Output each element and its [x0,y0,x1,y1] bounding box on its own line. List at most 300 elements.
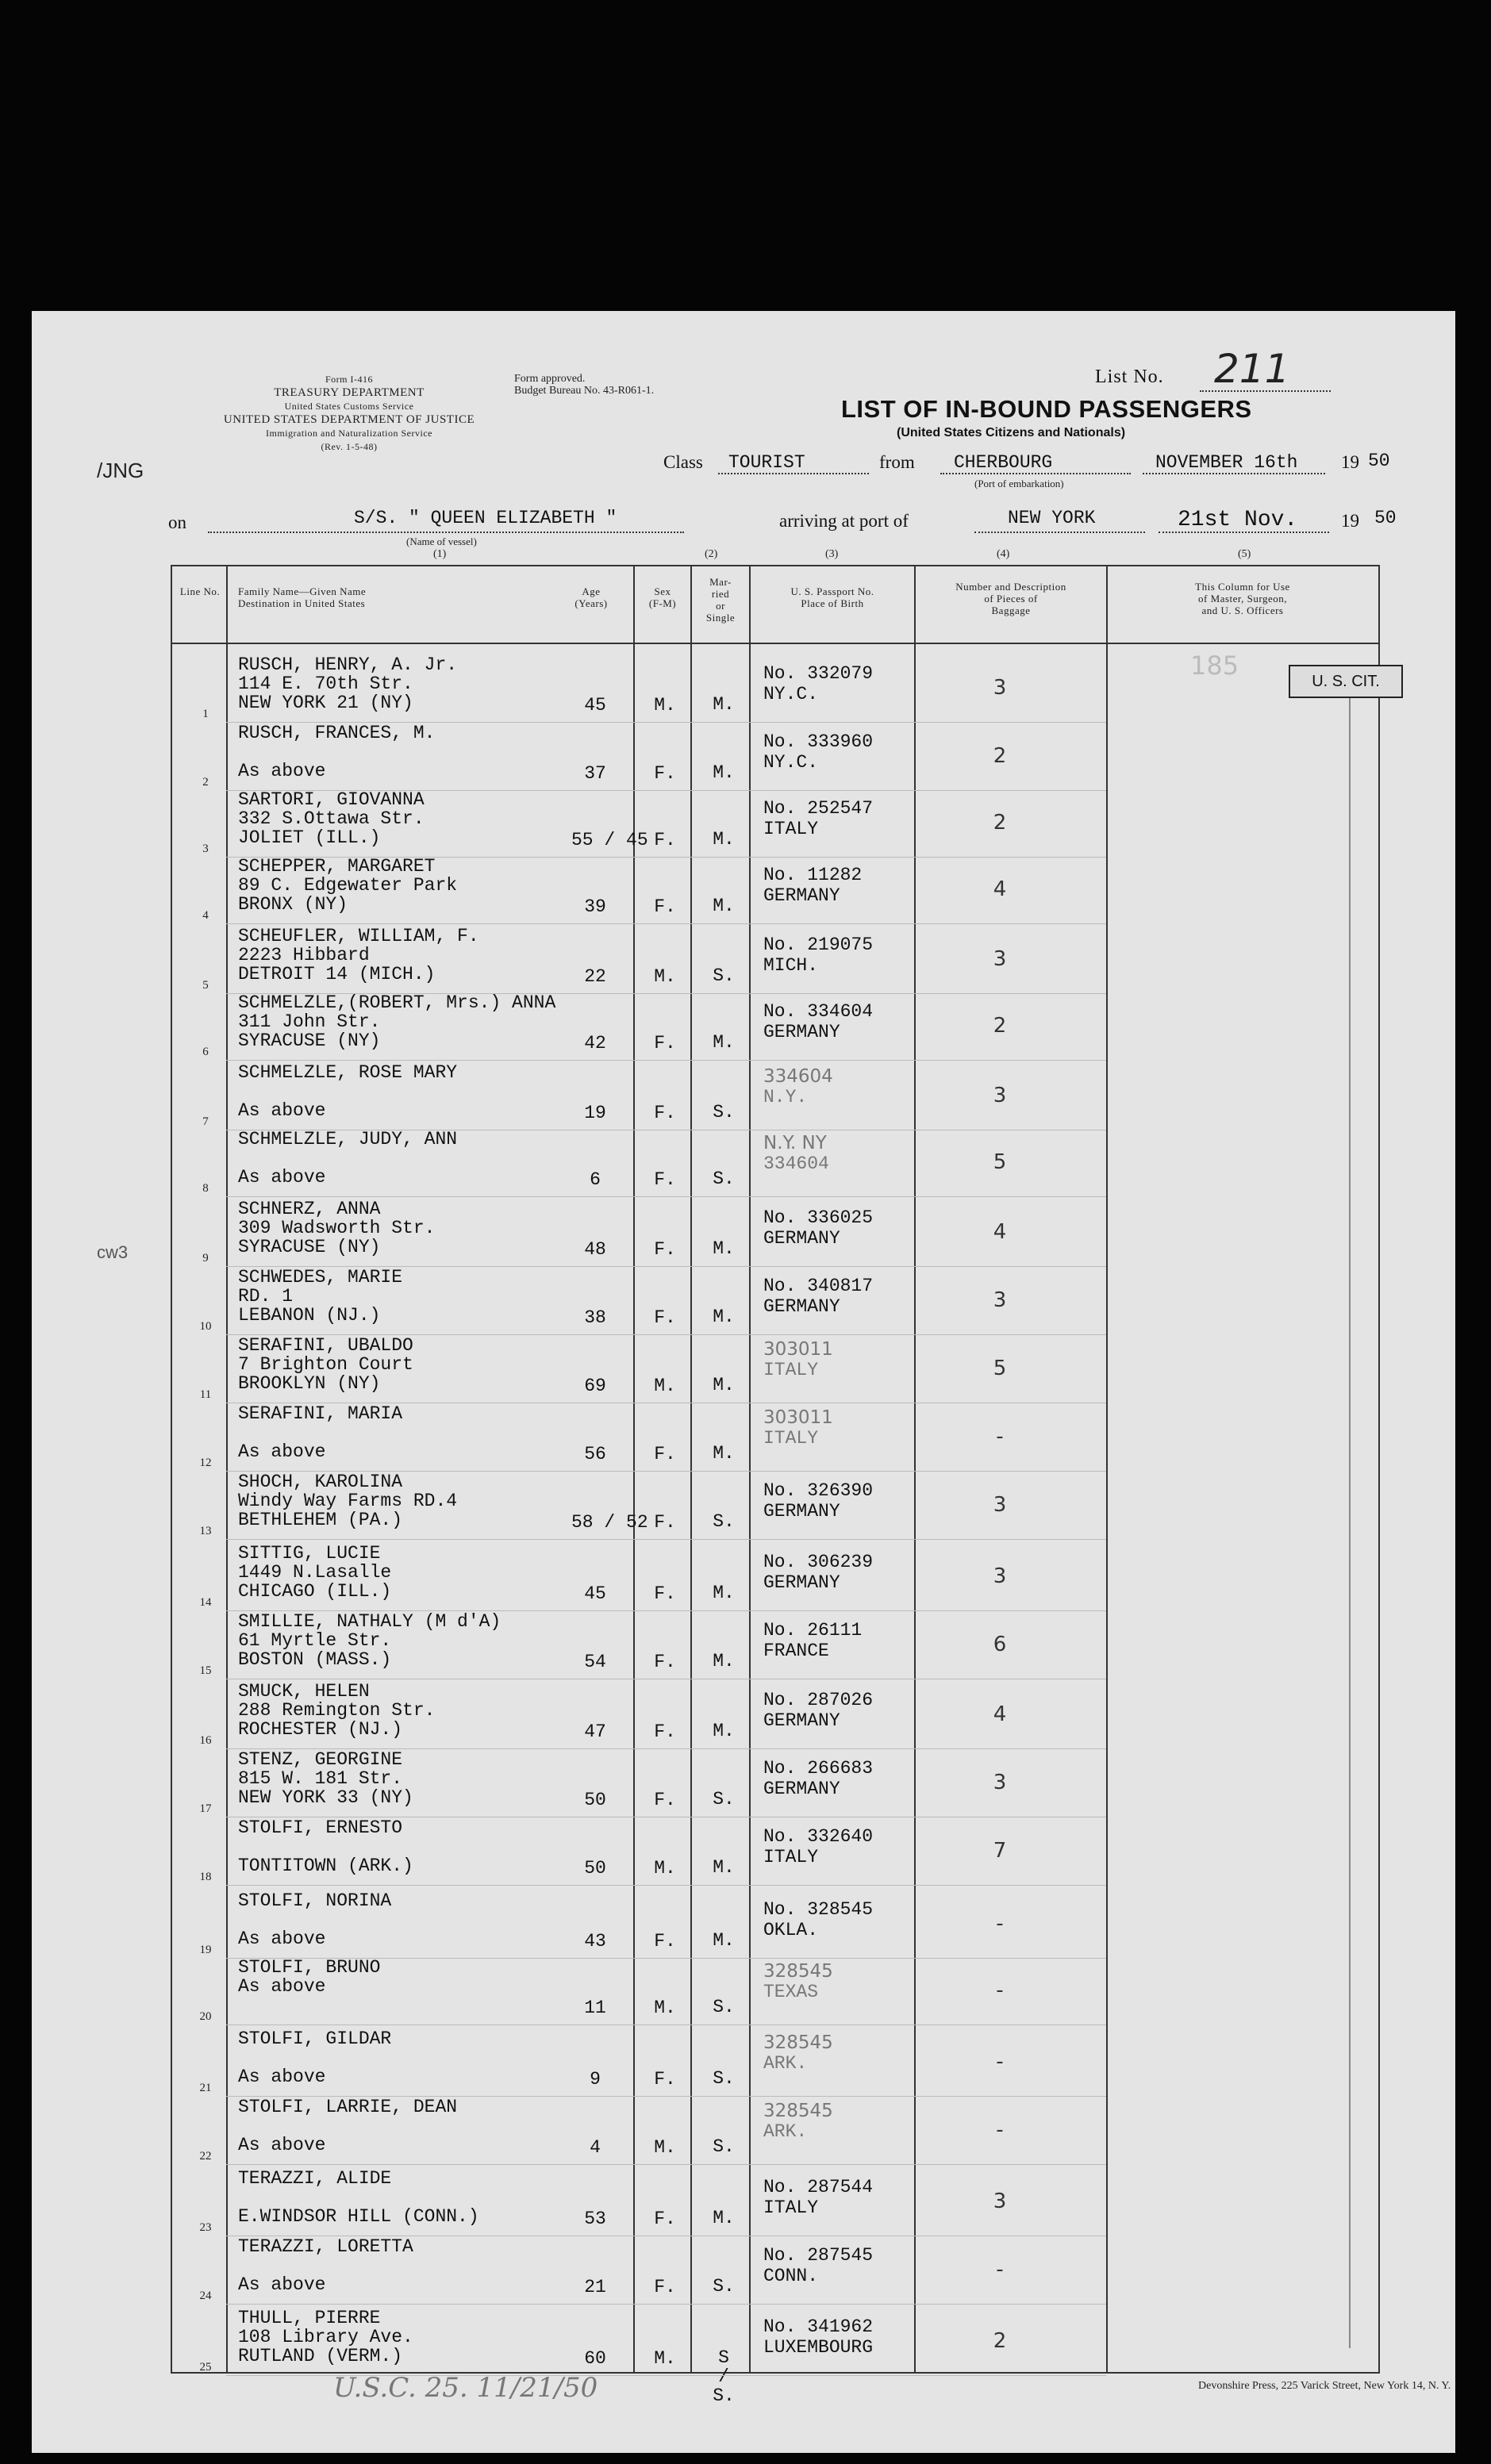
table-row [0,1404,1491,1471]
age-cell: 21 [584,2277,606,2297]
line-number: 9 [202,1252,209,1265]
printer-imprint: Devonshire Press, 225 Varick Street, New York 14, N. Y. [1198,2380,1451,2392]
baggage-count: 2 [993,744,1007,768]
baggage-count: - [996,1425,1004,1449]
passenger-name-cell [238,723,435,781]
table-row [0,1818,1491,1885]
age-cell: 56 [584,1444,606,1464]
sex-cell: M. [654,1858,676,1879]
vessel-name: S/S. " QUEEN ELIZABETH " [354,508,617,528]
passport-cell [763,1066,833,1107]
sex-cell: F. [654,1444,676,1464]
place-of-birth: OKLA. [763,1920,819,1940]
destination-line: As above [238,2274,326,2295]
baggage-count: - [996,2050,1004,2074]
baggage-count: - [996,2118,1004,2142]
destination-line [238,2188,479,2207]
destination-line [238,1149,457,1168]
destination-line: 332 S.Ottawa Str. [238,808,425,829]
passenger-name: SCHNERZ, ANNA [238,1199,381,1219]
passenger-name: STOLFI, BRUNO [238,1957,381,1978]
destination-line: As above [238,1929,326,1949]
passport-number: No. 333960 [763,731,874,752]
baggage-count: 3 [993,1288,1007,1312]
class-label: Class [663,452,703,472]
passenger-name: SCHMELZLE, JUDY, ANN [238,1129,458,1149]
line-number: 23 [199,2221,212,2234]
sex-cell: F. [654,1512,676,1533]
list-no-value: 211 [1214,346,1290,392]
arrival-year-prefix: 19 [1341,511,1359,531]
passenger-name-cell [238,1130,457,1187]
marital-status-cell: S. [713,2276,735,2297]
sex-cell: F. [654,1583,676,1604]
col-head-baggage: Number and Description of Pieces of Baggage [955,581,1066,616]
destination-line: 108 Library Ave. [238,2327,413,2347]
marital-status-cell: M. [713,1443,735,1464]
place-of-birth: ARK. [763,2121,808,2142]
destination-line: Windy Way Farms RD.4 [238,1491,458,1511]
destination-line: LEBANON (NJ.) [238,1305,381,1326]
row-rule [226,2304,1106,2305]
customs-service: United States Customs Service [284,401,414,412]
baggage-count: - [996,1912,1004,1936]
destination-line: 89 C. Edgewater Park [238,875,458,896]
passport-cell [763,2245,873,2286]
class-value: TOURIST [728,452,805,473]
table-row [0,1268,1491,1334]
destination-line: SYRACUSE (NY) [238,1031,381,1051]
passenger-name: STENZ, GEORGINE [238,1749,403,1770]
passenger-name: STOLFI, GILDAR [238,2028,392,2049]
table-row [0,790,1491,857]
destination-line: As above [238,761,326,781]
marital-status-cell: M. [713,1651,735,1671]
baggage-count: 2 [993,2329,1007,2353]
age-cell: 58 / 52 [571,1512,648,1533]
passenger-name: TERAZZI, LORETTA [238,2236,413,2257]
marital-status-cell: S. [713,1169,735,1189]
destination-line: As above [238,2135,326,2155]
age-cell: 47 [584,1721,606,1742]
baggage-count: - [996,1978,1004,2002]
arrival-port-dotline [974,532,1145,533]
destination-line: E.WINDSOR HILL (CONN.) [238,2206,479,2227]
place-of-birth: LUXEMBOURG [763,2337,874,2358]
passenger-name-cell [238,1336,413,1393]
sex-cell: F. [654,1169,676,1190]
table-row [0,2169,1491,2236]
passport-number: 303011 [763,1339,833,1360]
colnum-4: (4) [997,548,1010,560]
officer-number: 185 [1190,651,1239,681]
destination-line: 1449 N.Lasalle [238,1562,392,1583]
age-cell: 19 [584,1103,606,1123]
passport-number: No. 266683 [763,1758,874,1779]
passport-cell [763,1339,833,1380]
place-of-birth: ARK. [763,2053,808,2074]
passport-cell [763,1207,873,1249]
line-number: 24 [199,2289,212,2302]
passport-cell [763,731,873,773]
colnum-1: (1) [433,548,447,560]
place-of-birth: GERMANY [763,1022,840,1042]
passport-number: No. 332640 [763,1826,874,1847]
marital-status-cell: S. [713,965,735,986]
baggage-count: 5 [993,1150,1007,1174]
passport-number: No. 26111 [763,1620,863,1641]
sex-cell: M. [654,2348,676,2369]
baggage-count: 2 [993,1014,1007,1038]
destination-line: NEW YORK 21 (NY) [238,693,413,713]
marital-status-cell: M. [713,1583,735,1603]
destination-line: DETROIT 14 (MICH.) [238,964,436,984]
sex-cell: M. [654,966,676,987]
sex-cell: F. [654,2069,676,2090]
passport-cell [763,1961,833,2002]
sex-cell: F. [654,1239,676,1260]
arrival-date-dotline [1159,532,1329,533]
list-no-underline [1200,390,1331,392]
destination-line: BOSTON (MASS.) [238,1649,392,1670]
destination-line [238,1996,380,2015]
table-row [0,993,1491,1060]
place-of-birth: GERMANY [763,1296,840,1317]
line-number: 5 [202,979,209,992]
marital-status-cell: S. [713,1997,735,2017]
line-number: 18 [199,1871,212,1883]
sex-cell: M. [654,1376,676,1396]
baggage-count: - [996,2258,1004,2282]
age-cell: 55 / 45 [571,830,648,850]
place-of-birth: ITALY [763,1847,819,1867]
age-cell: 42 [584,1033,606,1054]
marital-status-cell: S. [713,1102,735,1123]
baggage-count: 6 [993,1633,1007,1656]
baggage-count: 3 [993,1084,1007,1107]
passenger-name: TERAZZI, ALIDE [238,2168,392,2189]
age-cell: 9 [590,2069,601,2090]
line-number: 14 [199,1596,212,1609]
place-of-birth: NY.C. [763,752,819,773]
baggage-count: 4 [993,1220,1007,1244]
destination-line: As above [238,1441,326,1462]
passenger-name-cell [238,2237,413,2294]
marital-status-cell: M. [713,1857,735,1878]
place-of-birth: NY.C. [763,684,819,704]
destination-line: 114 E. 70th Str. [238,674,413,694]
passenger-name: SERAFINI, MARIA [238,1403,403,1424]
table-row [0,1612,1491,1679]
sex-cell: M. [654,1998,676,2018]
age-cell: 48 [584,1239,606,1260]
document-title: LIST OF IN-BOUND PASSENGERS [841,395,1252,423]
destination-line: 2223 Hibbard [238,945,370,965]
destination-line: As above [238,2067,326,2087]
line-number: 22 [199,2150,212,2163]
table-row [0,1336,1491,1403]
sex-cell: F. [654,1931,676,1952]
destination-line: ROCHESTER (NJ.) [238,1719,403,1740]
passport-number: 328545 [763,2032,833,2053]
place-of-birth: ITALY [763,1428,819,1449]
class-dotline [718,473,869,474]
passport-cell [763,865,862,906]
passport-number: No. 336025 [763,1207,874,1228]
destination-line: RD. 1 [238,1286,294,1307]
passport-cell [763,1001,873,1042]
baggage-count: 3 [993,1493,1007,1517]
from-label: from [879,452,915,472]
passport-number: No. 11282 [763,865,863,885]
form-revision: (Rev. 1-5-48) [321,441,378,452]
destination-line [238,743,435,762]
age-cell: 50 [584,1858,606,1879]
marital-status-cell: M. [713,1032,735,1053]
baggage-count: 7 [993,1839,1007,1863]
form-approved-note [514,373,654,397]
row-rule [226,923,1106,924]
line-number: 1 [202,708,209,720]
col-head-passport: U. S. Passport No. Place of Birth [790,585,874,609]
arrival-date: 21st Nov. [1178,508,1298,532]
destination-line: SYRACUSE (NY) [238,1237,381,1257]
baggage-count: 3 [993,2190,1007,2213]
passport-cell [763,1552,873,1593]
marital-status-cell: M. [713,2208,735,2228]
vessel-dotline [208,532,684,533]
passport-number: No. 287026 [763,1690,874,1710]
passport-number: 303011 [763,1407,833,1428]
passport-number: No. 287545 [763,2245,874,2266]
table-row [0,2237,1491,2304]
age-cell: 53 [584,2209,606,2229]
destination-line: RUTLAND (VERM.) [238,2346,403,2366]
marital-status-cell: S / S. [713,2347,735,2406]
col-head-sex: Sex (F-M) [648,585,677,609]
passenger-name-cell [238,1682,435,1739]
budget-bureau-line: Budget Bureau No. 43-R061-1. [514,385,655,397]
age-cell: 50 [584,1790,606,1810]
passport-cell [763,1690,873,1731]
destination-line: As above [238,1100,326,1121]
passport-cell [763,935,873,976]
table-row [0,655,1491,722]
document-subtitle: (United States Citizens and Nationals) [897,426,1126,439]
row-rule [226,1539,1106,1540]
sex-cell: M. [654,2137,676,2158]
passport-number: No. 341962 [763,2316,874,2337]
arrival-port: NEW YORK [1008,508,1096,528]
passport-cell [763,2101,833,2142]
table-row [0,723,1491,790]
passenger-name: THULL, PIERRE [238,2308,381,2328]
passenger-name: SCHWEDES, MARIE [238,1267,403,1288]
passport-cell [763,1407,833,1449]
passport-cell [763,1276,873,1317]
place-of-birth: ITALY [763,819,819,839]
vessel-caption: (Name of vessel) [406,535,477,547]
col-head-age: Age (Years) [574,585,608,609]
passport-cell [763,1826,873,1867]
destination-line: JOLIET (ILL.) [238,827,381,848]
destination-line: BROOKLYN (NY) [238,1373,381,1394]
destination-line: As above [238,1167,326,1188]
approved-line: Form approved. [514,373,586,385]
agency-header [151,373,548,454]
form-number: Form I-416 [325,374,373,385]
sex-cell: F. [654,2209,676,2229]
passenger-name: RUSCH, FRANCES, M. [238,723,436,743]
place-of-birth: CONN. [763,2266,819,2286]
destination-line [238,2117,457,2136]
table-row [0,1130,1491,1196]
passenger-name-cell [238,1544,391,1601]
passenger-name-cell [238,1268,402,1325]
place-of-birth: GERMANY [763,1710,840,1731]
baggage-count: 3 [993,676,1007,700]
line-number: 7 [202,1115,209,1128]
age-cell: 38 [584,1307,606,1328]
passenger-name: SARTORI, GIOVANNA [238,789,425,810]
treasury-dept: TREASURY DEPARTMENT [274,386,425,399]
place-of-birth: MICH. [763,955,819,976]
marital-status-cell: S. [713,2136,735,2157]
passenger-name-cell [238,1750,413,1807]
place-of-birth: FRANCE [763,1641,829,1661]
passenger-name-cell [238,1612,501,1669]
destination-line: 815 W. 181 Str. [238,1768,403,1789]
sex-cell: F. [654,763,676,784]
passenger-name-cell [238,1404,402,1461]
age-cell: 54 [584,1652,606,1672]
table-row [0,1750,1491,1817]
us-citizen-stamp: U. S. CIT. [1289,665,1403,698]
passport-cell [763,798,873,839]
age-cell: 43 [584,1931,606,1952]
arrival-year: 50 [1374,508,1397,528]
passenger-name-cell [238,1199,435,1257]
place-of-birth: GERMANY [763,1228,840,1249]
place-of-birth: 334604 [763,1153,829,1174]
departure-date-dotline [1143,473,1325,474]
row-rule [226,1885,1106,1886]
col-head-married: Mar- ried or Single [705,576,736,624]
passport-cell [763,1133,829,1174]
baggage-count: 5 [993,1357,1007,1380]
destination-line: 288 Remington Str. [238,1700,436,1721]
passport-number: No. 328545 [763,1899,874,1920]
row-rule [226,1060,1106,1061]
line-number: 3 [202,842,209,855]
sex-cell: F. [654,1652,676,1672]
passenger-name: STOLFI, NORINA [238,1890,392,1911]
passenger-name: SITTIG, LUCIE [238,1543,381,1564]
table-row [0,2097,1491,2164]
passenger-name: STOLFI, LARRIE, DEAN [238,2097,458,2117]
marital-status-cell: M. [713,694,735,715]
destination-line [238,2256,413,2275]
passenger-name: SHOCH, KAROLINA [238,1472,403,1492]
passenger-name: SMILLIE, NATHALY (M d'A) [238,1611,501,1632]
departure-year: 50 [1368,451,1390,471]
from-dotline [940,473,1131,474]
passport-number: N.Y. NY [763,1133,827,1153]
from-value: CHERBOURG [954,452,1053,473]
line-number: 12 [199,1457,212,1469]
ins-service: Immigration and Naturalization Service [266,428,432,439]
passport-cell [763,2032,833,2074]
passport-number: No. 326390 [763,1480,874,1501]
baggage-count: 3 [993,1771,1007,1794]
col-head-name: Family Name—Given Name Destination in United States [238,585,367,609]
line-number: 10 [199,1320,212,1333]
place-of-birth: TEXAS [763,1982,819,2002]
list-no-label: List No. [1095,367,1164,387]
passport-number: No. 252547 [763,798,874,819]
line-number: 4 [202,909,209,922]
passport-cell [763,2316,873,2358]
passport-number: 328545 [763,1961,833,1982]
passenger-name-cell [238,2029,391,2086]
place-of-birth: GERMANY [763,1572,840,1593]
passenger-name-cell [238,1958,380,2015]
line-number: 20 [199,2010,212,2023]
place-of-birth: ITALY [763,1360,819,1380]
passport-cell [763,1620,862,1661]
table-row [0,2029,1491,2096]
place-of-birth: GERMANY [763,1501,840,1522]
table-row [0,1544,1491,1610]
passenger-name-cell [238,1818,413,1875]
table-row [0,857,1491,923]
passport-cell [763,1758,873,1799]
sex-cell: F. [654,1307,676,1328]
destination-line: 61 Myrtle Str. [238,1630,392,1651]
passenger-name-cell [238,1891,391,1948]
baggage-count: 3 [993,1564,1007,1588]
justice-dept: UNITED STATES DEPARTMENT OF JUSTICE [223,413,475,426]
destination-line: As above [238,1976,326,1997]
marital-status-cell: M. [713,1238,735,1259]
passport-number: 328545 [763,2101,833,2121]
sex-cell: F. [654,1790,676,1810]
marital-status-cell: M. [713,1307,735,1327]
passenger-name-cell [238,927,479,984]
margin-initials: /JNG [97,459,144,482]
passenger-name-cell [238,993,555,1050]
passenger-name-cell [238,2097,457,2155]
sex-cell: F. [654,1103,676,1123]
port-embarkation-caption: (Port of embarkation) [974,478,1064,489]
line-number: 19 [199,1944,212,1956]
passenger-name-cell [238,1063,457,1120]
passenger-name: STOLFI, ERNESTO [238,1817,403,1838]
age-cell: 11 [584,1998,606,2018]
line-number: 11 [199,1388,212,1401]
row-rule [226,2164,1106,2165]
passport-number: 334604 [763,1066,833,1087]
age-cell: 45 [584,1583,606,1604]
baggage-count: 4 [993,877,1007,901]
passport-cell [763,1480,873,1522]
destination-line: TONTITOWN (ARK.) [238,1856,413,1876]
departure-date: NOVEMBER 16th [1155,452,1298,473]
passenger-name: SCHMELZLE, ROSE MARY [238,1062,458,1083]
marital-status-cell: M. [713,1375,735,1395]
destination-line [238,1423,402,1442]
line-number: 21 [199,2082,212,2094]
